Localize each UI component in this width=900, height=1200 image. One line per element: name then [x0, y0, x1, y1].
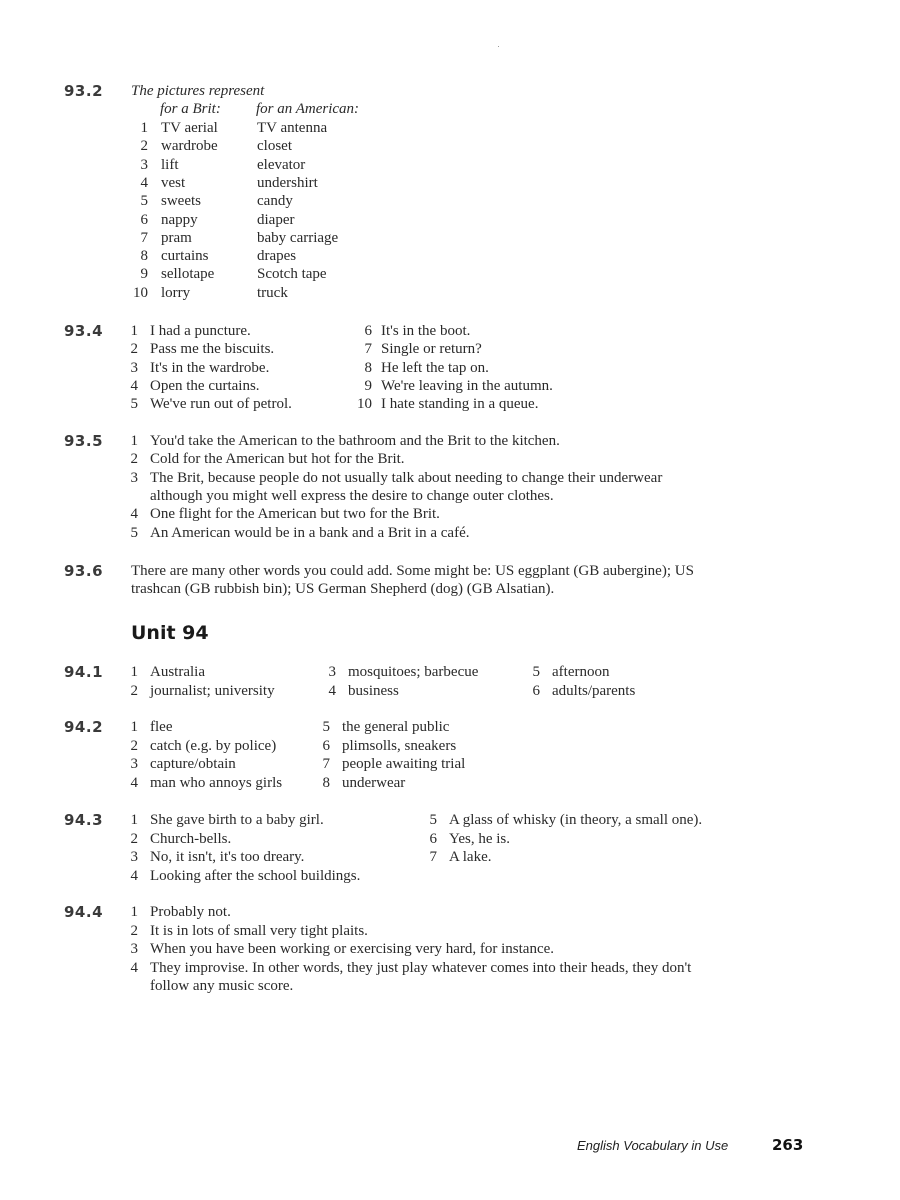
answer-text: It's in the wardrobe.: [150, 360, 270, 376]
answer-number: 5: [532, 664, 540, 680]
american-word: undershirt: [257, 175, 318, 191]
answer-number: 1: [130, 812, 138, 828]
answer-number: 10: [357, 396, 372, 412]
answer-text: Looking after the school buildings.: [150, 868, 361, 884]
answer-number: 1: [130, 664, 138, 680]
brit-word: nappy: [161, 212, 198, 228]
answer-number: 5: [429, 812, 437, 828]
answer-text: flee: [150, 719, 173, 735]
table-row-number: 5: [140, 193, 148, 209]
answer-number: 1: [130, 719, 138, 735]
answer-text: No, it isn't, it's too dreary.: [150, 849, 305, 865]
answer-number: 9: [364, 378, 372, 394]
answer-text: It is in lots of small very tight plaits.: [150, 923, 368, 939]
exercise-label-94-4: 94.4: [64, 903, 104, 921]
american-word: drapes: [257, 248, 297, 264]
answer-number: 3: [130, 941, 138, 957]
answer-text: Single or return?: [381, 341, 482, 357]
table-row-number: 6: [140, 212, 148, 228]
answer-text: afternoon: [552, 664, 610, 680]
answer-text: A glass of whisky (in theory, a small one).: [449, 812, 703, 828]
answer-number: 4: [130, 775, 138, 791]
answer-text: Church-bells.: [150, 831, 232, 847]
american-word: closet: [257, 138, 292, 154]
answer-text: adults/parents: [552, 683, 636, 699]
answer-text: man who annoys girls: [150, 775, 283, 791]
answer-text: They improvise. In other words, they just play whatever comes into their heads, they don't: [150, 960, 692, 976]
answer-number: 6: [429, 831, 437, 847]
table-row-number: 9: [140, 266, 148, 282]
brit-word: vest: [161, 175, 186, 191]
american-word: Scotch tape: [257, 266, 327, 282]
exercise-93-6-line-2: trashcan (GB rubbish bin); US German Shepherd (dog) (GB Alsatian).: [131, 581, 555, 597]
table-row-number: 1: [140, 120, 148, 136]
table-row-number: 4: [140, 175, 148, 191]
answer-number: 3: [130, 470, 138, 486]
answer-number: 2: [130, 831, 138, 847]
answer-number: 1: [130, 433, 138, 449]
answer-number: 5: [130, 525, 138, 541]
answer-text: You'd take the American to the bathroom and the Brit to the kitchen.: [150, 433, 560, 449]
brit-word: lift: [161, 157, 179, 173]
exercise-label-94-1: 94.1: [64, 663, 104, 681]
answer-text: A lake.: [449, 849, 492, 865]
brit-word: sellotape: [161, 266, 215, 282]
american-word: diaper: [257, 212, 295, 228]
answer-number: 8: [322, 775, 330, 791]
american-word: candy: [257, 193, 293, 209]
exercise-label-93-5: 93.5: [64, 432, 104, 450]
column-header-american: for an American:: [256, 101, 360, 117]
answer-text: It's in the boot.: [381, 323, 471, 339]
answer-number: 2: [130, 738, 138, 754]
answer-text: I had a puncture.: [150, 323, 251, 339]
column-header-brit: for a Brit:: [160, 101, 221, 117]
answer-number: 3: [328, 664, 336, 680]
answer-text: the general public: [342, 719, 450, 735]
answer-text: We've run out of petrol.: [150, 396, 292, 412]
answer-number: 3: [130, 756, 138, 772]
footer-book-title: English Vocabulary in Use: [577, 1138, 729, 1153]
american-word: truck: [257, 285, 288, 301]
table-row-number: 3: [140, 157, 148, 173]
exercise-93-6-line-1: There are many other words you could add. Some might be: US eggplant (GB aubergine); US: [131, 563, 694, 579]
answer-text: journalist; university: [150, 683, 275, 699]
answer-text: She gave birth to a baby girl.: [150, 812, 324, 828]
answer-number: 2: [130, 451, 138, 467]
answer-number: 5: [322, 719, 330, 735]
brit-word: wardrobe: [161, 138, 218, 154]
exercise-label-93-4: 93.4: [64, 322, 104, 340]
exercise-label-94-2: 94.2: [64, 718, 104, 736]
answer-number: 2: [130, 923, 138, 939]
answer-text: Open the curtains.: [150, 378, 260, 394]
table-row-number: 10: [133, 285, 148, 301]
exercise-label-93-2: 93.2: [64, 82, 104, 100]
answer-number: 4: [130, 378, 138, 394]
footer-page-number: 263: [772, 1136, 804, 1154]
answer-text: I hate standing in a queue.: [381, 396, 539, 412]
american-word: baby carriage: [257, 230, 339, 246]
unit-heading: Unit 94: [131, 622, 209, 644]
brit-word: TV aerial: [161, 120, 218, 136]
answer-text: An American would be in a bank and a Brit in a café.: [150, 525, 470, 541]
scan-speck: [498, 46, 499, 47]
answer-text: plimsolls, sneakers: [342, 738, 457, 754]
exercise-label-93-6: 93.6: [64, 562, 104, 580]
answer-number: 3: [130, 360, 138, 376]
answer-text: Cold for the American but hot for the Brit.: [150, 451, 405, 467]
answer-text: people awaiting trial: [342, 756, 466, 772]
answer-number: 7: [322, 756, 330, 772]
answer-number: 2: [130, 341, 138, 357]
brit-word: lorry: [161, 285, 191, 301]
brit-word: curtains: [161, 248, 209, 264]
table-row-number: 8: [140, 248, 148, 264]
answer-number: 8: [364, 360, 372, 376]
answer-text: Australia: [150, 664, 205, 680]
answer-number: 2: [130, 683, 138, 699]
answer-number: 1: [130, 904, 138, 920]
answer-text: mosquitoes; barbecue: [348, 664, 479, 680]
answer-text: The Brit, because people do not usually talk about needing to change their underwear: [150, 470, 663, 486]
answer-text: catch (e.g. by police): [150, 738, 277, 754]
exercise-93-2-intro: The pictures represent: [131, 83, 265, 99]
answer-text: Pass me the biscuits.: [150, 341, 275, 357]
answer-text: Probably not.: [150, 904, 231, 920]
answer-text: Yes, he is.: [449, 831, 510, 847]
answer-text: capture/obtain: [150, 756, 236, 772]
table-row-number: 2: [140, 138, 148, 154]
answer-number: 1: [130, 323, 138, 339]
answer-number: 6: [364, 323, 372, 339]
exercise-label-94-3: 94.3: [64, 811, 104, 829]
answer-number: 3: [130, 849, 138, 865]
answer-number: 4: [130, 506, 138, 522]
answer-continuation: follow any music score.: [150, 978, 294, 994]
answer-text: When you have been working or exercising very hard, for instance.: [150, 941, 555, 957]
answer-number: 4: [130, 960, 138, 976]
answer-text: business: [348, 683, 399, 699]
brit-word: pram: [161, 230, 192, 246]
answer-text: He left the tap on.: [381, 360, 489, 376]
answer-continuation: although you might well express the desire to change outer clothes.: [150, 488, 554, 504]
american-word: elevator: [257, 157, 306, 173]
answer-number: 4: [130, 868, 138, 884]
answer-number: 7: [364, 341, 372, 357]
table-row-number: 7: [140, 230, 148, 246]
answer-number: 6: [322, 738, 330, 754]
answer-number: 4: [328, 683, 336, 699]
answer-number: 6: [532, 683, 540, 699]
answer-text: underwear: [342, 775, 406, 791]
brit-word: sweets: [161, 193, 201, 209]
answer-number: 7: [429, 849, 437, 865]
answer-text: We're leaving in the autumn.: [381, 378, 553, 394]
answer-number: 5: [130, 396, 138, 412]
answer-text: One flight for the American but two for the Brit.: [150, 506, 440, 522]
american-word: TV antenna: [257, 120, 328, 136]
